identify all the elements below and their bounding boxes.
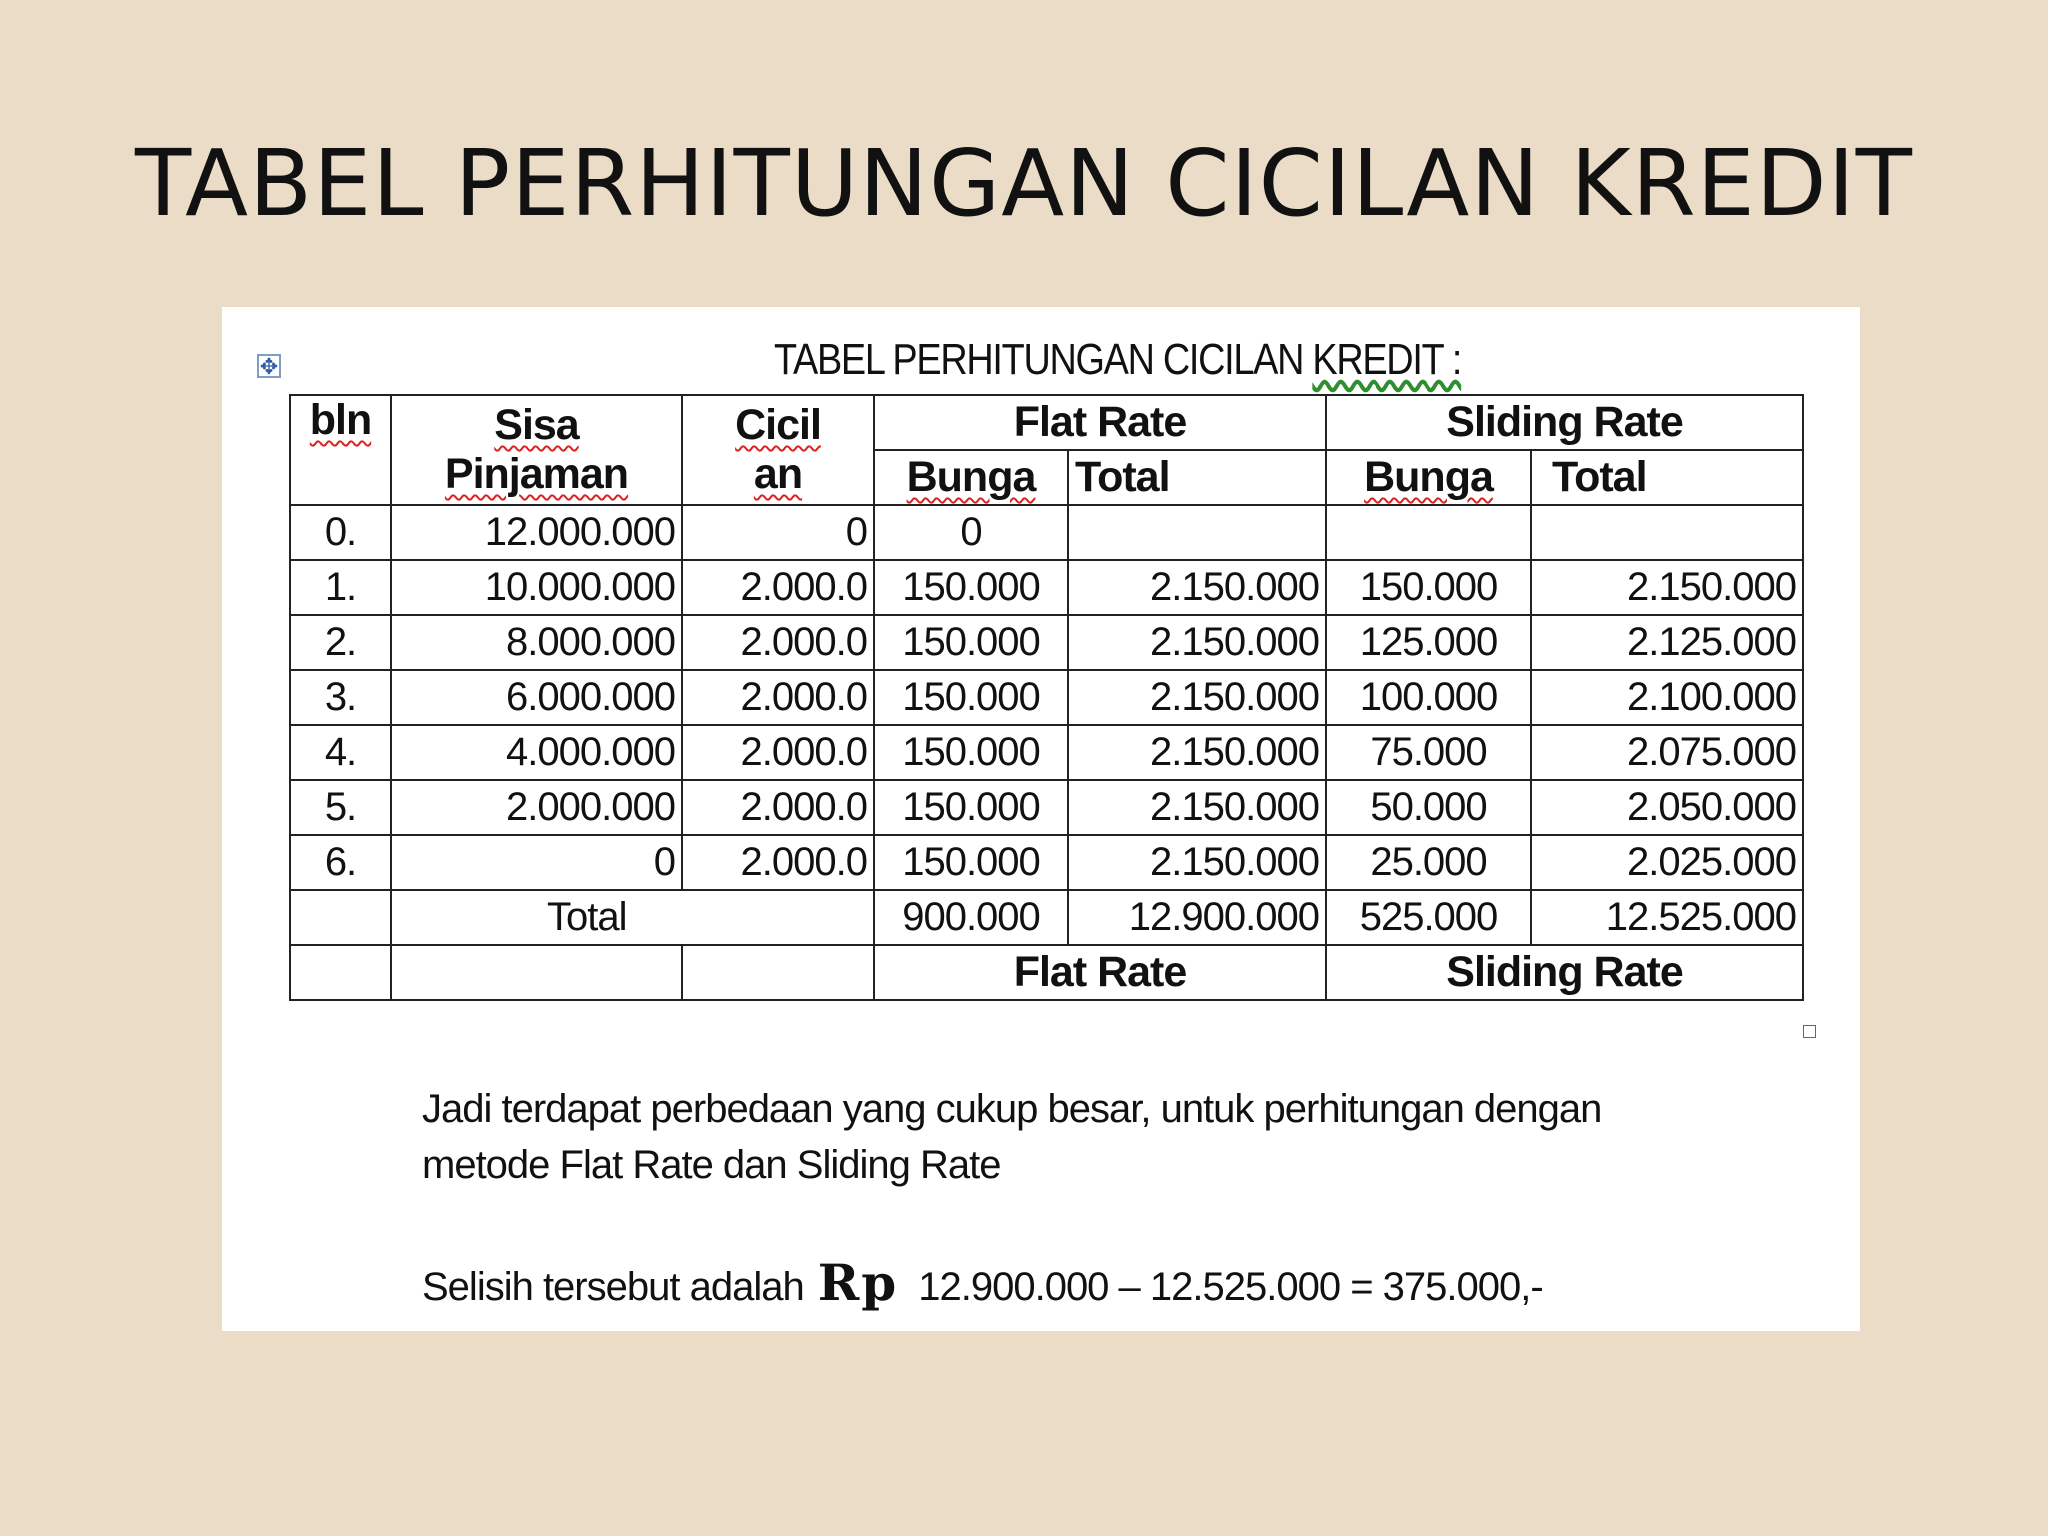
total-sliding-bunga: 525.000: [1326, 890, 1531, 945]
cell-bln: 4.: [290, 725, 391, 780]
cell-cicilan: 0: [682, 505, 874, 560]
note-line-2: metode Flat Rate dan Sliding Rate: [422, 1143, 1001, 1187]
cell-sisa: 8.000.000: [391, 615, 682, 670]
note-line-1: Jadi terdapat perbedaan yang cukup besar, untuk perhitungan dengan: [422, 1087, 1602, 1131]
cell-cicilan: 2.000.0: [682, 780, 874, 835]
cell-flat-total: 2.150.000: [1068, 835, 1326, 890]
header-sisa-pinjaman: Sisa Pinjaman: [391, 395, 682, 505]
cell-slide-total: 2.025.000: [1531, 835, 1803, 890]
currency-symbol: Rp: [817, 1253, 899, 1312]
cell-sisa: 6.000.000: [391, 670, 682, 725]
cell-flat-total: 2.150.000: [1068, 560, 1326, 615]
footer-blank-1: [290, 945, 391, 1000]
difference-prefix: Selisih tersebut adalah: [422, 1265, 804, 1309]
table-row: [290, 835, 1803, 890]
cell-cicilan: 2.000.0: [682, 615, 874, 670]
cell-flat-total: 2.150.000: [1068, 725, 1326, 780]
cell-slide-bunga: 150.000: [1326, 560, 1531, 615]
cell-cicilan: 2.000.0: [682, 725, 874, 780]
cell-flat-total: 2.150.000: [1068, 615, 1326, 670]
difference-expression: 12.900.000 – 12.525.000 = 375.000,-: [918, 1265, 1543, 1309]
cell-slide-bunga: [1326, 505, 1531, 560]
cell-slide-total: 2.050.000: [1531, 780, 1803, 835]
cell-slide-bunga: 75.000: [1326, 725, 1531, 780]
cell-slide-total: 2.150.000: [1531, 560, 1803, 615]
cell-flat-total: 2.150.000: [1068, 670, 1326, 725]
table-body: [290, 505, 1803, 890]
embedded-document: [222, 307, 1860, 1331]
total-flat-bunga: 900.000: [874, 890, 1068, 945]
total-row: [290, 890, 1803, 945]
caption-text: TABEL PERHITUNGAN CICILAN: [774, 335, 1313, 384]
cell-bln: 1.: [290, 560, 391, 615]
header-flat-rate: Flat Rate: [874, 395, 1326, 450]
footer-blank-3: [682, 945, 874, 1000]
cell-flat-bunga: 150.000: [874, 725, 1068, 780]
total-label: Total: [391, 890, 874, 945]
cell-sisa: 2.000.000: [391, 780, 682, 835]
total-flat-total: 12.900.000: [1068, 890, 1326, 945]
cell-cicilan: 2.000.0: [682, 835, 874, 890]
header-cicilan: Cicil an: [682, 395, 874, 505]
cell-slide-total: 2.100.000: [1531, 670, 1803, 725]
table-row: [290, 780, 1803, 835]
table-resize-handle[interactable]: [1803, 1025, 1816, 1038]
footer-row: [290, 945, 1803, 1000]
caption-word: KREDIT :: [1312, 335, 1462, 384]
cell-flat-total: 2.150.000: [1068, 780, 1326, 835]
cell-flat-bunga: 150.000: [874, 560, 1068, 615]
table-caption: [774, 335, 1461, 385]
header-sliding-total: Total: [1531, 450, 1803, 505]
cell-slide-bunga: 25.000: [1326, 835, 1531, 890]
cell-flat-bunga: 150.000: [874, 835, 1068, 890]
cell-slide-bunga: 125.000: [1326, 615, 1531, 670]
cell-sisa: 0: [391, 835, 682, 890]
cell-sisa: 10.000.000: [391, 560, 682, 615]
table-row: [290, 725, 1803, 780]
cell-slide-total: 2.125.000: [1531, 615, 1803, 670]
footer-blank-2: [391, 945, 682, 1000]
header-sliding-bunga: Bunga: [1326, 450, 1531, 505]
cell-flat-bunga: 0: [874, 505, 1068, 560]
cell-sisa: 4.000.000: [391, 725, 682, 780]
footer-sliding-rate: Sliding Rate: [1326, 945, 1803, 1000]
header-flat-bunga: Bunga: [874, 450, 1068, 505]
table-row: [290, 505, 1803, 560]
cell-bln: 0.: [290, 505, 391, 560]
cell-flat-bunga: 150.000: [874, 780, 1068, 835]
table-row: [290, 615, 1803, 670]
total-blank: [290, 890, 391, 945]
cell-bln: 5.: [290, 780, 391, 835]
header-row-1: [290, 395, 1803, 450]
cell-slide-total: 2.075.000: [1531, 725, 1803, 780]
table-row: [290, 670, 1803, 725]
footer-flat-rate: Flat Rate: [874, 945, 1326, 1000]
cell-flat-bunga: 150.000: [874, 615, 1068, 670]
cell-flat-total: [1068, 505, 1326, 560]
cell-slide-bunga: 100.000: [1326, 670, 1531, 725]
credit-table: [289, 394, 1804, 1001]
cell-bln: 6.: [290, 835, 391, 890]
cell-cicilan: 2.000.0: [682, 560, 874, 615]
slide-title: TABEL PERHITUNGAN CICILAN KREDIT: [135, 130, 1913, 237]
cell-flat-bunga: 150.000: [874, 670, 1068, 725]
difference-line: [422, 1253, 1752, 1312]
header-sliding-rate: Sliding Rate: [1326, 395, 1803, 450]
header-bln: bln: [290, 395, 391, 505]
cell-slide-total: [1531, 505, 1803, 560]
header-flat-total: Total: [1068, 450, 1326, 505]
cell-bln: 2.: [290, 615, 391, 670]
cell-slide-bunga: 50.000: [1326, 780, 1531, 835]
cell-sisa: 12.000.000: [391, 505, 682, 560]
table-row: [290, 560, 1803, 615]
table-move-icon[interactable]: ✥: [257, 354, 281, 378]
total-sliding-total: 12.525.000: [1531, 890, 1803, 945]
cell-bln: 3.: [290, 670, 391, 725]
cell-cicilan: 2.000.0: [682, 670, 874, 725]
